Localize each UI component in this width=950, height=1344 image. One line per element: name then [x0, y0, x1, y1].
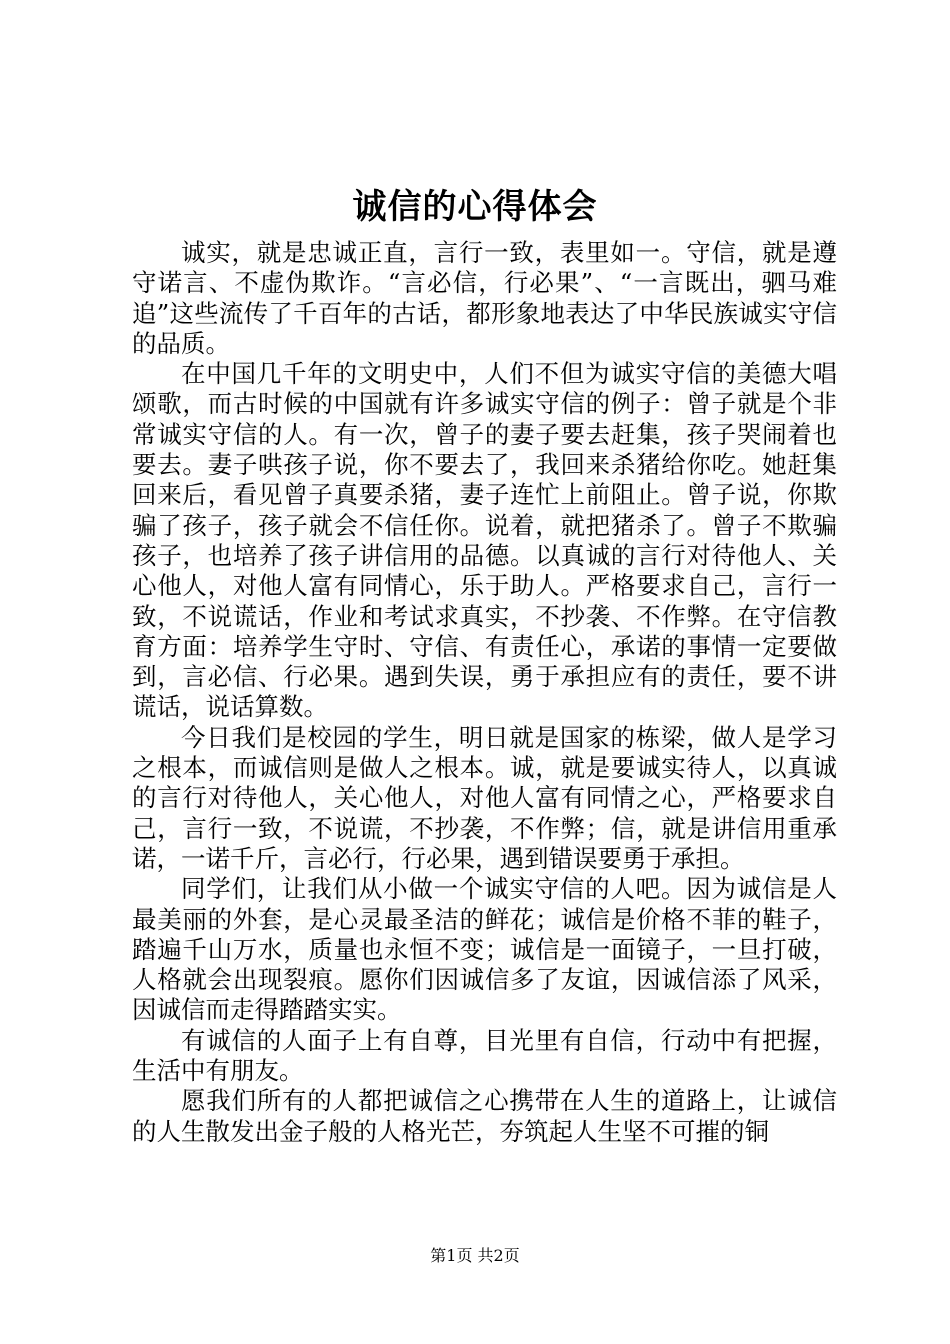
paragraph-6: 愿我们所有的人都把诚信之心携带在人生的道路上，让诚信的人生散发出金子般的人格光芒，夯筑起人生坚不可摧的铜	[132, 1086, 837, 1146]
page-footer: 第1页 共2页	[430, 1246, 520, 1265]
paragraph-1: 诚实，就是忠诚正直，言行一致，表里如一。守信，就是遵守诺言、不虚伪欺诈。“言必信，行必果”、“一言既出，驷马难追”这些流传了千百年的古话，都形象地表达了中华民族诚实守信的品质。	[132, 238, 837, 358]
paragraph-4: 同学们，让我们从小做一个诚实守信的人吧。因为诚信是人最美丽的外套，是心灵最圣洁的鲜花；诚信是价格不菲的鞋子，踏遍千山万水，质量也永恒不变；诚信是一面镜子，一旦打破，人格就会出现裂痕。愿你们因诚信多了友谊，因诚信添了风采，因诚信而走得踏踏实实。	[132, 874, 837, 1025]
paragraph-3: 今日我们是校园的学生，明日就是国家的栋梁，做人是学习之根本，而诚信则是做人之根本。诚，就是要诚实待人，以真诚的言行对待他人，关心他人，对他人富有同情之心，严格要求自己，言行一致，不说谎，不抄袭，不作弊；信，就是讲信用重承诺，一诺千斤，言必行，行必果，遇到错误要勇于承担。	[132, 722, 837, 873]
paragraph-5: 有诚信的人面子上有自尊，目光里有自信，行动中有把握，生活中有朋友。	[132, 1025, 837, 1086]
paragraph-2: 在中国几千年的文明史中，人们不但为诚实守信的美德大唱颂歌，而古时候的中国就有许多诚实守信的例子：曾子就是个非常诚实守信的人。有一次，曾子的妻子要去赶集，孩子哭闹着也要去。妻子哄孩子说，你不要去了，我回来杀猪给你吃。她赶集回来后，看见曾子真要杀猪，妻子连忙上前阻止。曾子说，你欺骗了孩子，孩子就会不信任你。说着，就把猪杀了。曾子不欺骗孩子，也培养了孩子讲信用的品德。以真诚的言行对待他人、关心他人，对他人富有同情心，乐于助人。严格要求自己，言行一致，不说谎话，作业和考试求真实，不抄袭、不作弊。在守信教育方面：培养学生守时、守信、有责任心，承诺的事情一定要做到，言必信、行必果。遇到失误，勇于承担应有的责任，要不讲谎话，说话算数。	[132, 359, 837, 722]
document-title: 诚信的心得体会	[352, 187, 598, 227]
document-body	[132, 238, 837, 1147]
